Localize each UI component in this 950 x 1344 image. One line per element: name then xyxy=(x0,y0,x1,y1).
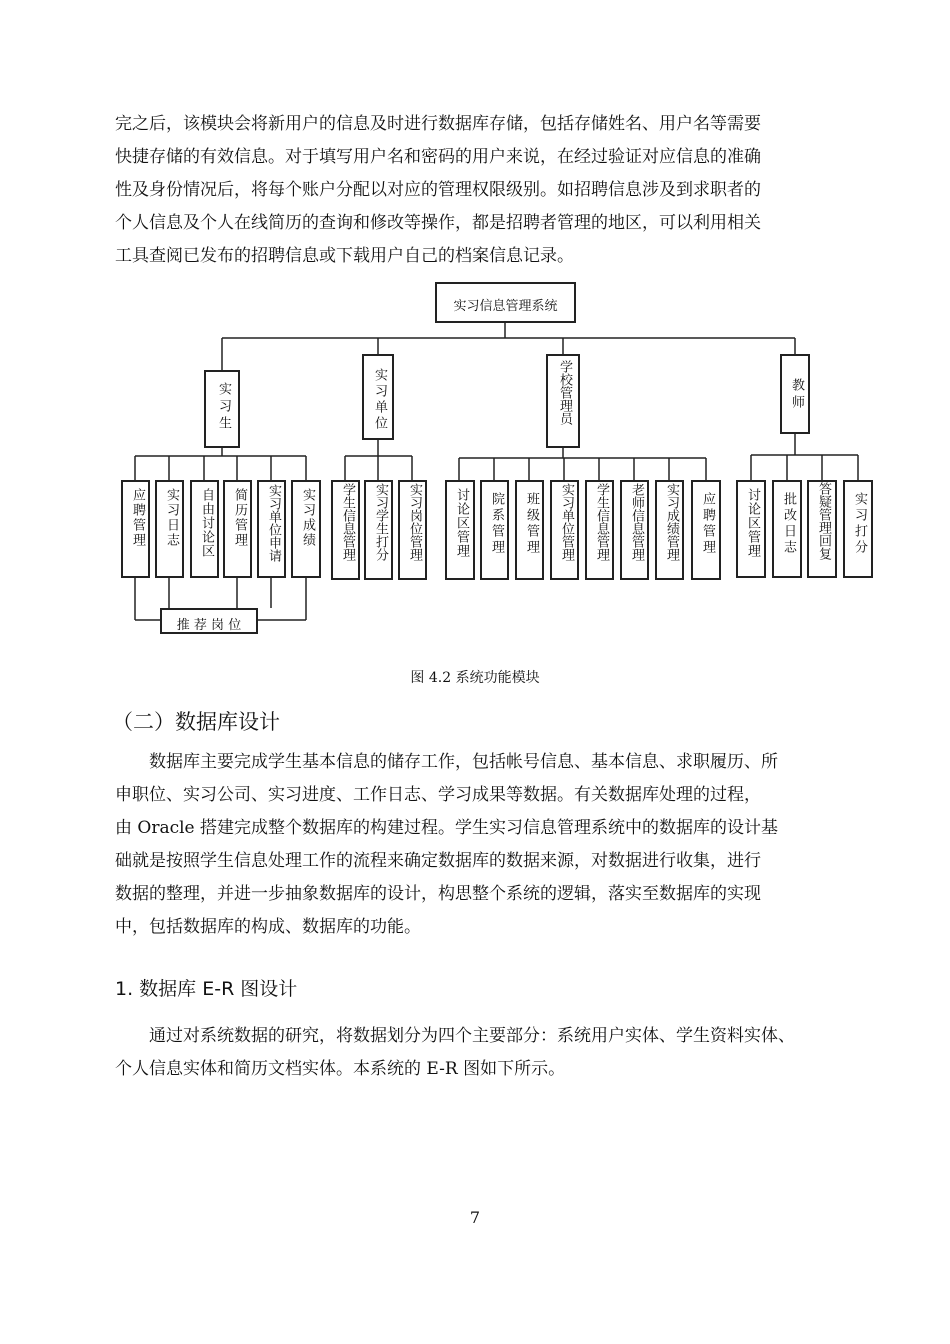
text-line: 由 Oracle 搭建完成整个数据库的构建过程。学生实习信息管理系统中的数据库的设计基 xyxy=(115,818,779,838)
text-line: 快捷存储的有效信息。对于填写用户名和密码的用户来说，在经过验证对应信息的准确 xyxy=(115,147,761,167)
module-node xyxy=(364,480,393,580)
module-node xyxy=(190,480,219,578)
module-node xyxy=(291,480,321,578)
module-label: 实习单位管理 xyxy=(559,483,574,561)
module-node xyxy=(515,480,544,580)
text-line: 完之后，该模块会将新用户的信息及时进行数据库存储，包括存储姓名、用户名等需要 xyxy=(115,114,761,134)
text-line: 工具查阅已发布的招聘信息或下载用户自己的档案信息记录。 xyxy=(115,246,574,266)
module-node xyxy=(620,480,649,580)
group-label: 实习单位 xyxy=(372,368,387,432)
module-node xyxy=(843,480,873,578)
module-node xyxy=(331,480,360,580)
module-label: 老师信息管理 xyxy=(629,483,644,561)
module-label: 实习打分 xyxy=(852,492,867,556)
page-number: 7 xyxy=(469,1208,481,1227)
group-node-intern xyxy=(204,370,240,448)
text-line: 性及身份情况后，将每个账户分配以对应的管理权限级别。如招聘信息涉及到求职者的 xyxy=(115,180,761,200)
module-label: 讨论区管理 xyxy=(745,488,760,558)
group-node-admin xyxy=(546,354,580,448)
module-label: 实习单位申请 xyxy=(266,484,281,562)
text-line: 个人信息实体和简历文档实体。本系统的 E-R 图如下所示。 xyxy=(115,1059,566,1079)
text-line: 数据库主要完成学生基本信息的储存工作，包括帐号信息、基本信息、求职履历、所 xyxy=(149,752,778,772)
module-label: 实习学生打分 xyxy=(373,483,388,561)
subsection-heading: 1. 数据库 E-R 图设计 xyxy=(115,978,298,1000)
module-label: 实习成绩管理 xyxy=(664,483,679,561)
root-node xyxy=(435,282,576,323)
text-line: 础就是按照学生信息处理工作的流程来确定数据库的数据来源，对数据进行收集，进行 xyxy=(115,851,761,871)
module-node xyxy=(772,480,802,578)
group-label: 实习生 xyxy=(216,382,231,433)
module-node xyxy=(736,480,766,578)
module-node xyxy=(550,480,579,580)
text-line: 数据的整理，并进一步抽象数据库的设计，构思整个系统的逻辑，落实至数据库的实现 xyxy=(115,884,761,904)
module-node xyxy=(223,480,252,578)
module-label: 简历管理 xyxy=(232,488,247,548)
module-node xyxy=(691,480,721,580)
module-label: 自由讨论区 xyxy=(199,488,214,558)
text-line: 中，包括数据库的构成、数据库的功能。 xyxy=(115,917,421,937)
module-node xyxy=(585,480,614,580)
module-label: 学生信息管理 xyxy=(340,483,355,561)
module-node xyxy=(480,480,509,580)
module-label: 实习日志 xyxy=(164,488,179,548)
module-label: 班级管理 xyxy=(524,492,539,556)
module-label: 实习岗位管理 xyxy=(407,483,422,561)
module-label: 应聘管理 xyxy=(130,488,145,548)
module-node xyxy=(655,480,684,580)
recommend-node xyxy=(160,608,258,634)
group-label: 教师 xyxy=(789,378,804,412)
group-label: 学校管理员 xyxy=(557,360,572,425)
er-paragraph xyxy=(115,1020,871,1086)
text-line: 通过对系统数据的研究，将数据划分为四个主要部分：系统用户实体、学生资料实体、 xyxy=(149,1026,795,1046)
group-node-company xyxy=(362,354,394,440)
module-node xyxy=(155,480,184,578)
figure-caption: 图 4.2 系统功能模块 xyxy=(410,670,540,686)
module-node xyxy=(257,480,286,578)
module-label: 学生信息管理 xyxy=(594,483,609,561)
group-node-teacher xyxy=(780,354,810,434)
module-label: 应聘管理 xyxy=(700,492,715,556)
text-line: 个人信息及个人在线简历的查询和修改等操作，都是招聘者管理的地区，可以利用相关 xyxy=(115,213,761,233)
module-label: 实习成绩 xyxy=(300,488,315,548)
database-paragraph xyxy=(115,746,871,944)
module-label: 答疑管理回复 xyxy=(816,482,831,560)
module-label: 讨论区管理 xyxy=(454,488,469,558)
module-node xyxy=(398,480,427,580)
section-heading: （二）数据库设计 xyxy=(112,710,280,734)
module-label: 院系管理 xyxy=(489,492,504,556)
module-node xyxy=(807,480,837,578)
text-line: 申职位、实习公司、实习进度、工作日志、学习成果等数据。有关数据库处理的过程， xyxy=(115,785,761,805)
root-node-label: 实习信息管理系统 xyxy=(453,299,558,314)
module-node xyxy=(121,480,150,578)
recommend-label: 推 荐 岗 位 xyxy=(176,618,242,633)
module-label: 批改日志 xyxy=(781,492,796,556)
module-node xyxy=(445,480,475,580)
